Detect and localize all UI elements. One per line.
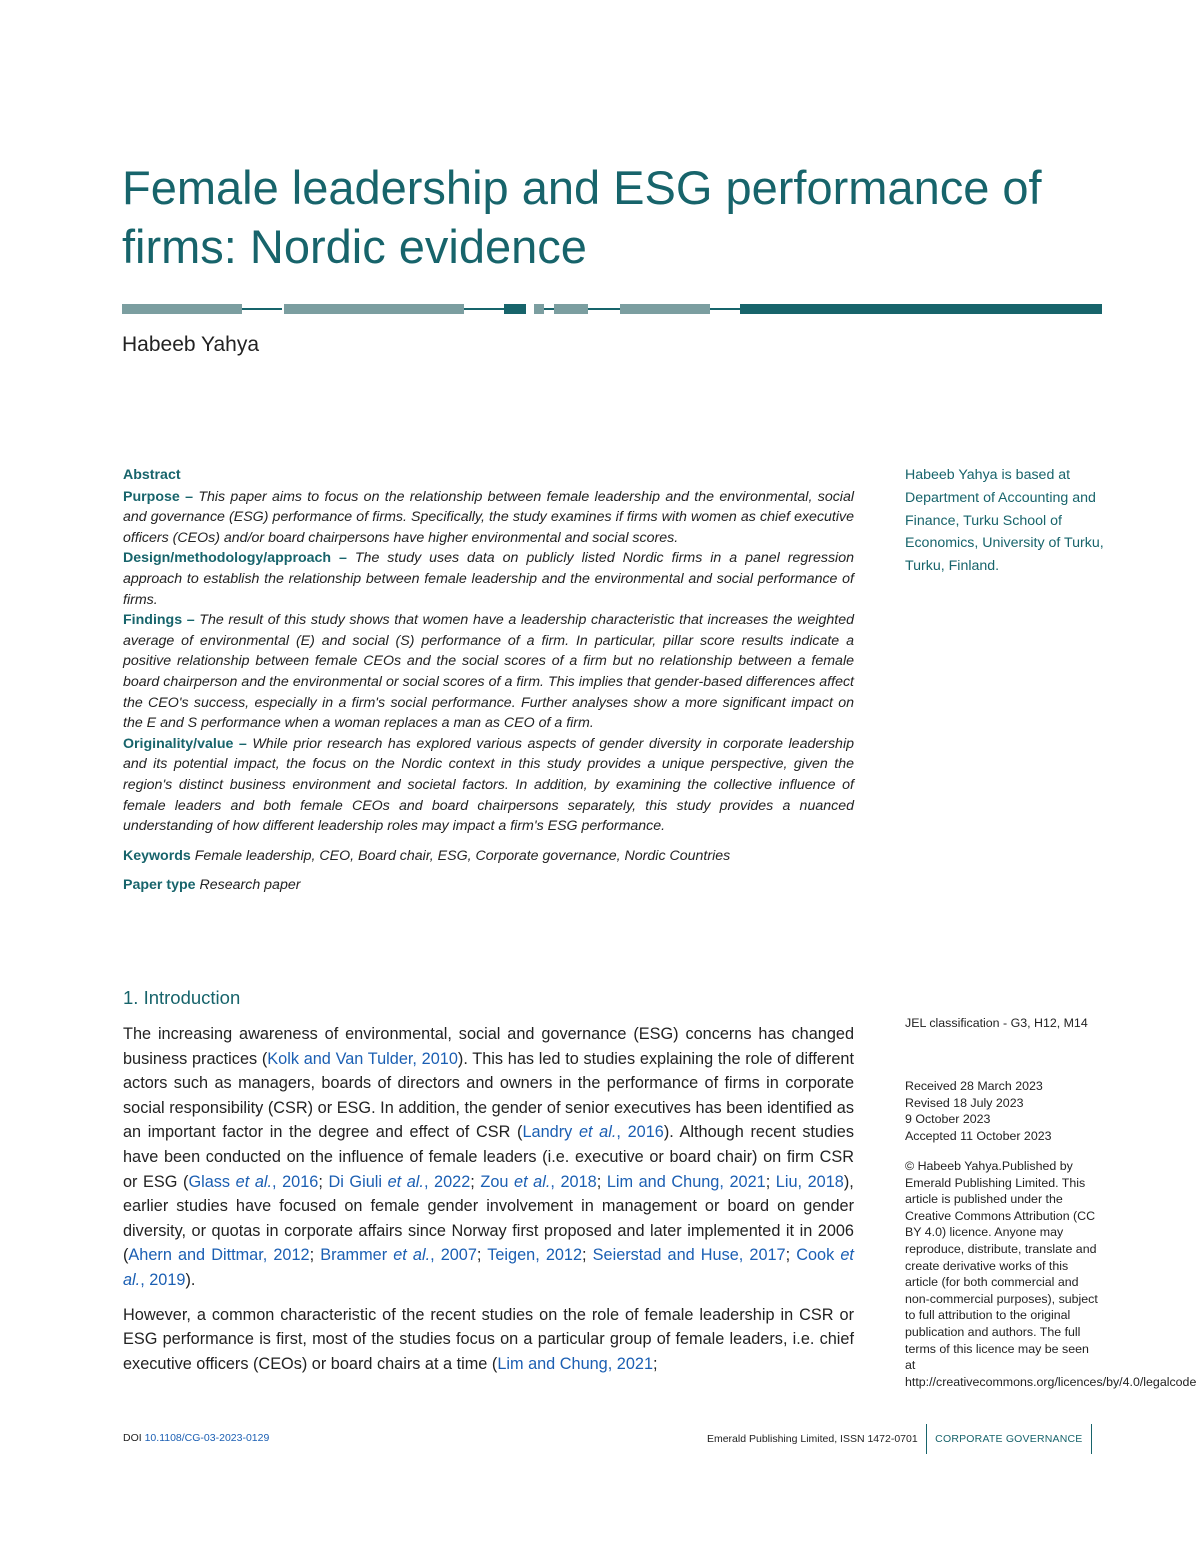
citation-link[interactable]: Di Giuli et al., 2022 xyxy=(328,1172,471,1191)
abstract-heading: Abstract xyxy=(123,467,181,483)
body-text-span: ). This has led to studies explaining the role of different actors such as managers, boards of directors and owners in the performance of firms in corporate social responsibility (CSR) or ESG. In addition, the gender of senior executives has been identified as an important factor in the degree and effect of CSR ( xyxy=(123,1049,854,1142)
citation-link[interactable]: Kolk and Van Tulder, 2010 xyxy=(267,1049,458,1068)
abstract-design xyxy=(123,548,854,610)
jel-classification: JEL classification - G3, H12, M14 xyxy=(905,1016,1088,1030)
divider-bar-light-2 xyxy=(284,304,464,314)
citation-separator: ; xyxy=(318,1172,329,1191)
citation-separator: ; xyxy=(470,1172,481,1191)
accepted-date: Accepted 11 October 2023 xyxy=(905,1128,1052,1143)
doi-label: DOI xyxy=(123,1432,142,1444)
originality-text: While prior research has explored various aspects of gender diversity in corporate leadership and its potential impact, the focus on the Nordic context in this study provides a unique perspective, given the region's distinct business environment and societal factors. In addition, by examining the collective influence of female leaders and both female CEOs and board chairpersons separately, this study provides a nuanced understanding of how different leadership roles may impact a firm's ESG performance. xyxy=(123,735,854,835)
revised-date: Revised 18 July 2023 xyxy=(905,1095,1024,1110)
divider-line-2 xyxy=(464,308,504,310)
citation-link[interactable]: Cook et al., 2019 xyxy=(123,1246,854,1289)
citation-link[interactable]: Liu, 2018 xyxy=(775,1172,844,1191)
design-text: The study uses data on publicly listed Nordic firms in a panel regression approach to establish the relationship between female leadership and the environmental and social performance of firms. xyxy=(123,550,854,608)
citation-separator: ; xyxy=(582,1246,593,1265)
citation-separator: ; xyxy=(765,1172,776,1191)
abstract-originality xyxy=(123,734,854,837)
citation-link[interactable]: Glass et al., 2016 xyxy=(188,1172,319,1191)
divider-block-2 xyxy=(534,304,544,314)
body-text-span: ), earlier studies have focused on female gender involvement in management or board on gender diversity, or quotas in corporate affairs since Norway first proposed and later implemented it in 2006 ( xyxy=(123,1172,854,1265)
body-text-span: ). Although recent studies have been conducted on the influence of female leaders (i.e. executive or board chair) on firm CSR or ESG ( xyxy=(123,1123,854,1191)
journal-name: CORPORATE GOVERNANCE xyxy=(935,1433,1083,1445)
revised-date-2: 9 October 2023 xyxy=(905,1112,991,1127)
divider-bar-light-4 xyxy=(620,304,710,314)
footer-publisher xyxy=(707,1424,1092,1454)
citation-link[interactable]: Ahern and Dittmar, 2012 xyxy=(128,1246,310,1265)
citation-separator: ; xyxy=(785,1246,797,1265)
citation-link[interactable]: Teigen, 2012 xyxy=(487,1246,583,1265)
received-date: Received 28 March 2023 xyxy=(905,1079,1043,1093)
citation-link[interactable]: Lim and Chung, 2021 xyxy=(497,1354,654,1373)
author-affiliation: Habeeb Yahya is based at Department of Accounting and Finance, Turku School of Economics, University of Turku, Turku, Finland. xyxy=(905,467,1104,575)
paper-type-label: Paper type xyxy=(123,877,196,894)
body-text-span: ; xyxy=(653,1354,658,1373)
purpose-text: This paper aims to focus on the relationship between female leadership and the environmental, social and governance (ESG) performance of firms. Specifically, the study examines if firms with women as chief executive officers (CEOs) and/or board chairpersons have higher environmental and social scores. xyxy=(123,488,854,546)
author-name: Habeeb Yahya xyxy=(122,333,260,356)
abstract-purpose xyxy=(123,487,854,549)
citation-link[interactable]: Brammer et al., 2007 xyxy=(320,1246,477,1265)
footer-doi xyxy=(123,1432,269,1444)
body-text-span: The increasing awareness of environmental, social and governance (ESG) concerns has changed business practices ( xyxy=(123,1025,854,1068)
title-divider xyxy=(122,300,1102,318)
citation-link[interactable]: Lim and Chung, 2021 xyxy=(606,1172,766,1191)
findings-text: The result of this study shows that women have a leadership characteristic that increases the weighted average of environmental (E) and social (S) performance of a firm. In particular, pillar score results indicate a positive relationship between female CEOs and the social scores of a firm but no relationship between a female board chairperson and the environmental or social scores of a firm. This implies that gender-based differences affect the CEO's success, especially in a firm's social performance. Further analyses show a more significant impact on the E and S performance when a woman replaces a man as CEO of a firm. xyxy=(123,612,854,732)
citation-link[interactable]: Seierstad and Huse, 2017 xyxy=(592,1246,786,1265)
abstract-keywords xyxy=(123,846,854,867)
abstract-findings xyxy=(123,610,854,734)
received-dates xyxy=(905,1078,1100,1144)
keywords-label: Keywords xyxy=(123,847,191,864)
findings-label: Findings – xyxy=(123,612,195,629)
divider-block-1 xyxy=(504,304,526,314)
paragraph-2 xyxy=(123,1303,854,1377)
divider-line-3 xyxy=(544,308,554,310)
section-heading-introduction: 1. Introduction xyxy=(123,987,241,1008)
citation-separator: ; xyxy=(309,1246,321,1265)
divider-line-1 xyxy=(242,308,282,310)
paper-title: Female leadership and ESG performance of firms: Nordic evidence xyxy=(122,161,1042,273)
copyright-notice: © Habeeb Yahya.Published by Emerald Publishing Limited. This article is published under the Creative Commons Attribution (CC BY 4.0) licence. Anyone may reproduce, distribute, translate and create derivative works of this article (for both commercial and non-commercial purposes), subject to full attribution to the original publication and authors. The full terms of this licence may be seen at http://creativecommons.org/licences/by/4.0/legalcode xyxy=(905,1159,1197,1389)
abstract-block xyxy=(123,465,854,896)
abstract-paper-type xyxy=(123,875,854,896)
divider-line-4 xyxy=(588,308,620,310)
divider-line-5 xyxy=(710,308,740,310)
publisher-issn: Emerald Publishing Limited, ISSN 1472-0701 xyxy=(706,1433,918,1445)
citation-link[interactable]: Landry et al., 2016 xyxy=(522,1123,664,1142)
paper-type-text: Research paper xyxy=(199,877,301,894)
keywords-text: Female leadership, CEO, Board chair, ESG, Corporate governance, Nordic Countries xyxy=(194,847,731,864)
body-text-span: ). xyxy=(185,1270,196,1289)
divider-bar-light-1 xyxy=(122,304,242,314)
citation-separator: ; xyxy=(476,1246,488,1265)
design-label: Design/methodology/approach – xyxy=(123,550,347,567)
body-text xyxy=(123,1022,854,1376)
footer-divider-right xyxy=(1091,1424,1093,1454)
citation-separator: ; xyxy=(596,1172,607,1191)
citation-link[interactable]: Zou et al., 2018 xyxy=(480,1172,597,1191)
doi-link[interactable]: 10.1108/CG-03-2023-0129 xyxy=(144,1432,270,1444)
divider-bar-dark xyxy=(740,304,1102,314)
divider-bar-light-3 xyxy=(554,304,588,314)
body-text-span: However, a common characteristic of the recent studies on the role of female leadership in CSR or ESG performance is first, most of the studies focus on a particular group of female leaders, i.e. chief executive officers (CEOs) or board chairs at a time ( xyxy=(123,1305,854,1373)
purpose-label: Purpose – xyxy=(123,488,193,505)
paragraph-1 xyxy=(123,1022,854,1293)
originality-label: Originality/value – xyxy=(123,735,247,752)
